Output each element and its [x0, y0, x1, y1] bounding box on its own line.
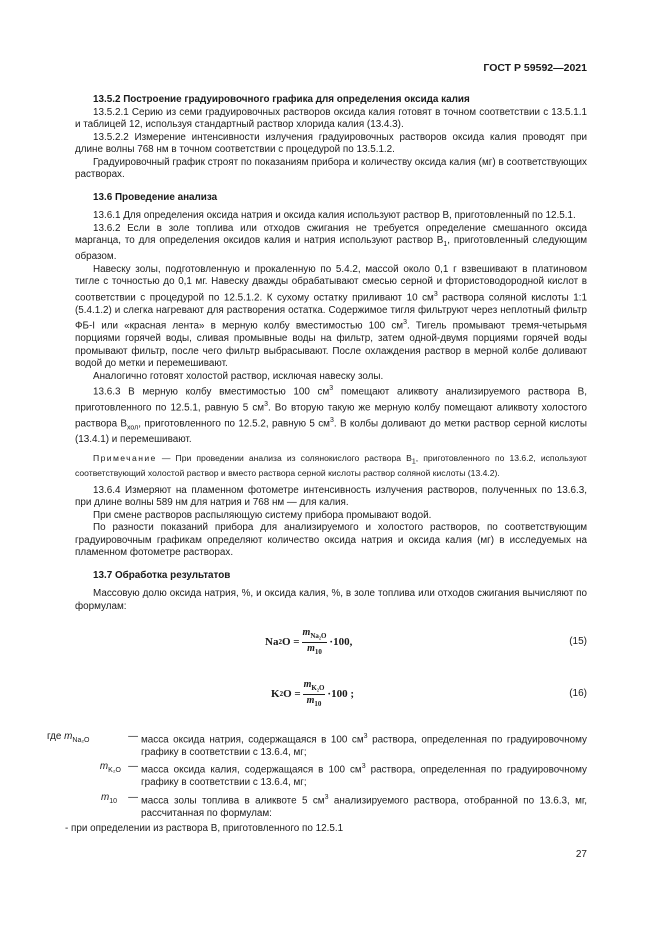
page-number: 27 [575, 849, 587, 860]
paragraph-mass-fraction: Массовую долю оксида натрия, %, и оксида калия, %, в золе топлива или отходов сжигания вычисляют по формулам: [75, 588, 587, 612]
paragraph-13-6-4: 13.6.4 Измеряют на пламенном фотометре интенсивность излучения растворов, полученных по 13.6.3, при длине волны 589 нм для натрия и 768 нм — для калия. [75, 484, 587, 509]
paragraph-13-5-2-1: 13.5.2.1 Серию из семи градуировочных растворов оксида калия готовят в точном соответствии с 13.5.1.1 и таблицей 12, используя стандартный раствор хлорида калия (13.4.3). [75, 106, 587, 130]
note-label: Примечание [93, 452, 157, 463]
bullet-item: - при определении из раствора В, приготовленного по 12.5.1 [65, 823, 344, 835]
definition-m-na2o: где $m_{Na_2O}$ — масса оксида натрия, содержащаяся в 100 $см^3$ раствора, определенная по градуировочному графику в соответствии с 13.6.4, мг; [47, 731, 587, 758]
paragraph-difference: По разности показаний прибора для анализируемого и холостого растворов, по соответствующим градуировочным графикам определяют количество оксида натрия и оксида калия (мг) в исследуемых на пламенном фотометре растворах. [75, 522, 587, 559]
paragraph-13-6-1: 13.6.1 Для определения оксида натрия и оксида калия используют раствор В, приготовленный по 12.5.1. [93, 210, 576, 221]
paragraph-graph: Градуировочный график строят по показаниям прибора и количеству оксида калия (мг) в соответствующих растворах. [75, 156, 587, 180]
paragraph-rinse: При смене растворов распыляющую систему прибора промывают водой. [93, 509, 432, 521]
definition-m-10: $m_{10}$ — масса золы топлива в аликвоте 5 $см^3$ анализируемого раствора, отобранной по 13.6.3, мг, рассчитанная по формулам: [100, 791, 588, 819]
paragraph-sample-prep: Навеску золы, подготовленную и прокаленную по 5.4.2, массой около 0,1 г взвешивают в платиновом тигле с точностью до 0,1 мг. Навеску дважды обрабатывают смесью серной и фтористоводородной кислот в соответствии с процедурой по 12.5.1.2. К сухому остатку приливают 10 $см^3$ раствора соляной кислоты 1:1 (5.4.1.2) и слегка нагревают для растворения остатка. Содержимое тигля фильтруют через неплотный фильтр ФБ-I или «красная лента» в мерную колбу вместимостью 100 $см^3$. Тигель промывают тремя-четырьмя порциями горячей воды, сливая промывные воды на фильтр, затем одной-двумя порциями горячей воды промывают фильтр, после чего фильтр выбрасывают. После охлаждения раствор в мерной колбе доливают водой до метки и перемешивают. [75, 263, 588, 370]
formula-16: K 2 O = $\frac{m_{K_2O}}{m_{10}}$ ·100 ; (16) [271, 679, 587, 709]
fraction: $\frac{m_{Na_2O}}{m_{10}}$ [302, 627, 327, 657]
standard-code: ГОСТ Р 59592—2021 [483, 62, 587, 74]
definition-m-k2o: $m_{K_2O}$ — масса оксида калия, содержащаяся в 100 $см^3$ раствора, определенная по градуировочному графику в соответствии с 13.6.4, мг; [99, 761, 587, 789]
paragraph-blank: Аналогично готовят холостой раствор, исключая навеску золы. [93, 370, 384, 382]
formula-number-16: (16) [569, 688, 587, 700]
fraction: $\frac{m_{K_2O}}{m_{10}}$ [303, 679, 325, 709]
heading-13-6: 13.6 Проведение анализа [93, 191, 218, 203]
document-body [47, 94, 588, 836]
paragraph-13-5-2-2: 13.5.2.2 Измерение интенсивности излучения градуировочных растворов оксида калия проводят при длине волны 768 нм в точном соответствии с процедурой по 13.5.1.2. [75, 131, 587, 155]
heading-13-7: 13.7 Обработка результатов [93, 569, 231, 581]
paragraph-13-6-2: 13.6.2 Если в золе топлива или отходов сжигания не требуется определение смешанного оксида марганца, то для определения оксидов калия и натрия используют раствор $В_1$, приготовленный следующим образом. [75, 222, 587, 263]
paragraph-13-6-3: 13.6.3 В мерную колбу вместимостью 100 $см^3$ помещают аликвоту анализируемого раствора В, приготовленного по 12.5.1, равную 5 $см^3$. Во вторую такую же мерную колбу помещают аликвоту холостого раствора $В_{хол}$, приготовленного по 12.5.2, равную 5 $см^3$. В колбы доливают до метки раствор серной кислоты (13.4.1) и перемешивают. [75, 385, 587, 446]
note: Примечание — При проведении анализа из солянокислого раствора $В_1$, приготовленного по 13.6.2, используют соответствующий холостой раствор и вместо раствора серной кислоты раствор соляной кислоты (13.4.2). [75, 452, 587, 478]
formula-15: Na 2 O = $\frac{m_{Na_2O}}{m_{10}}$ ·100, (15) [265, 627, 587, 657]
heading-13-5-2: 13.5.2 Построение градуировочного графика для определения оксида калия [93, 94, 470, 105]
symbol-definitions [47, 731, 587, 820]
formula-number-15: (15) [569, 636, 587, 648]
